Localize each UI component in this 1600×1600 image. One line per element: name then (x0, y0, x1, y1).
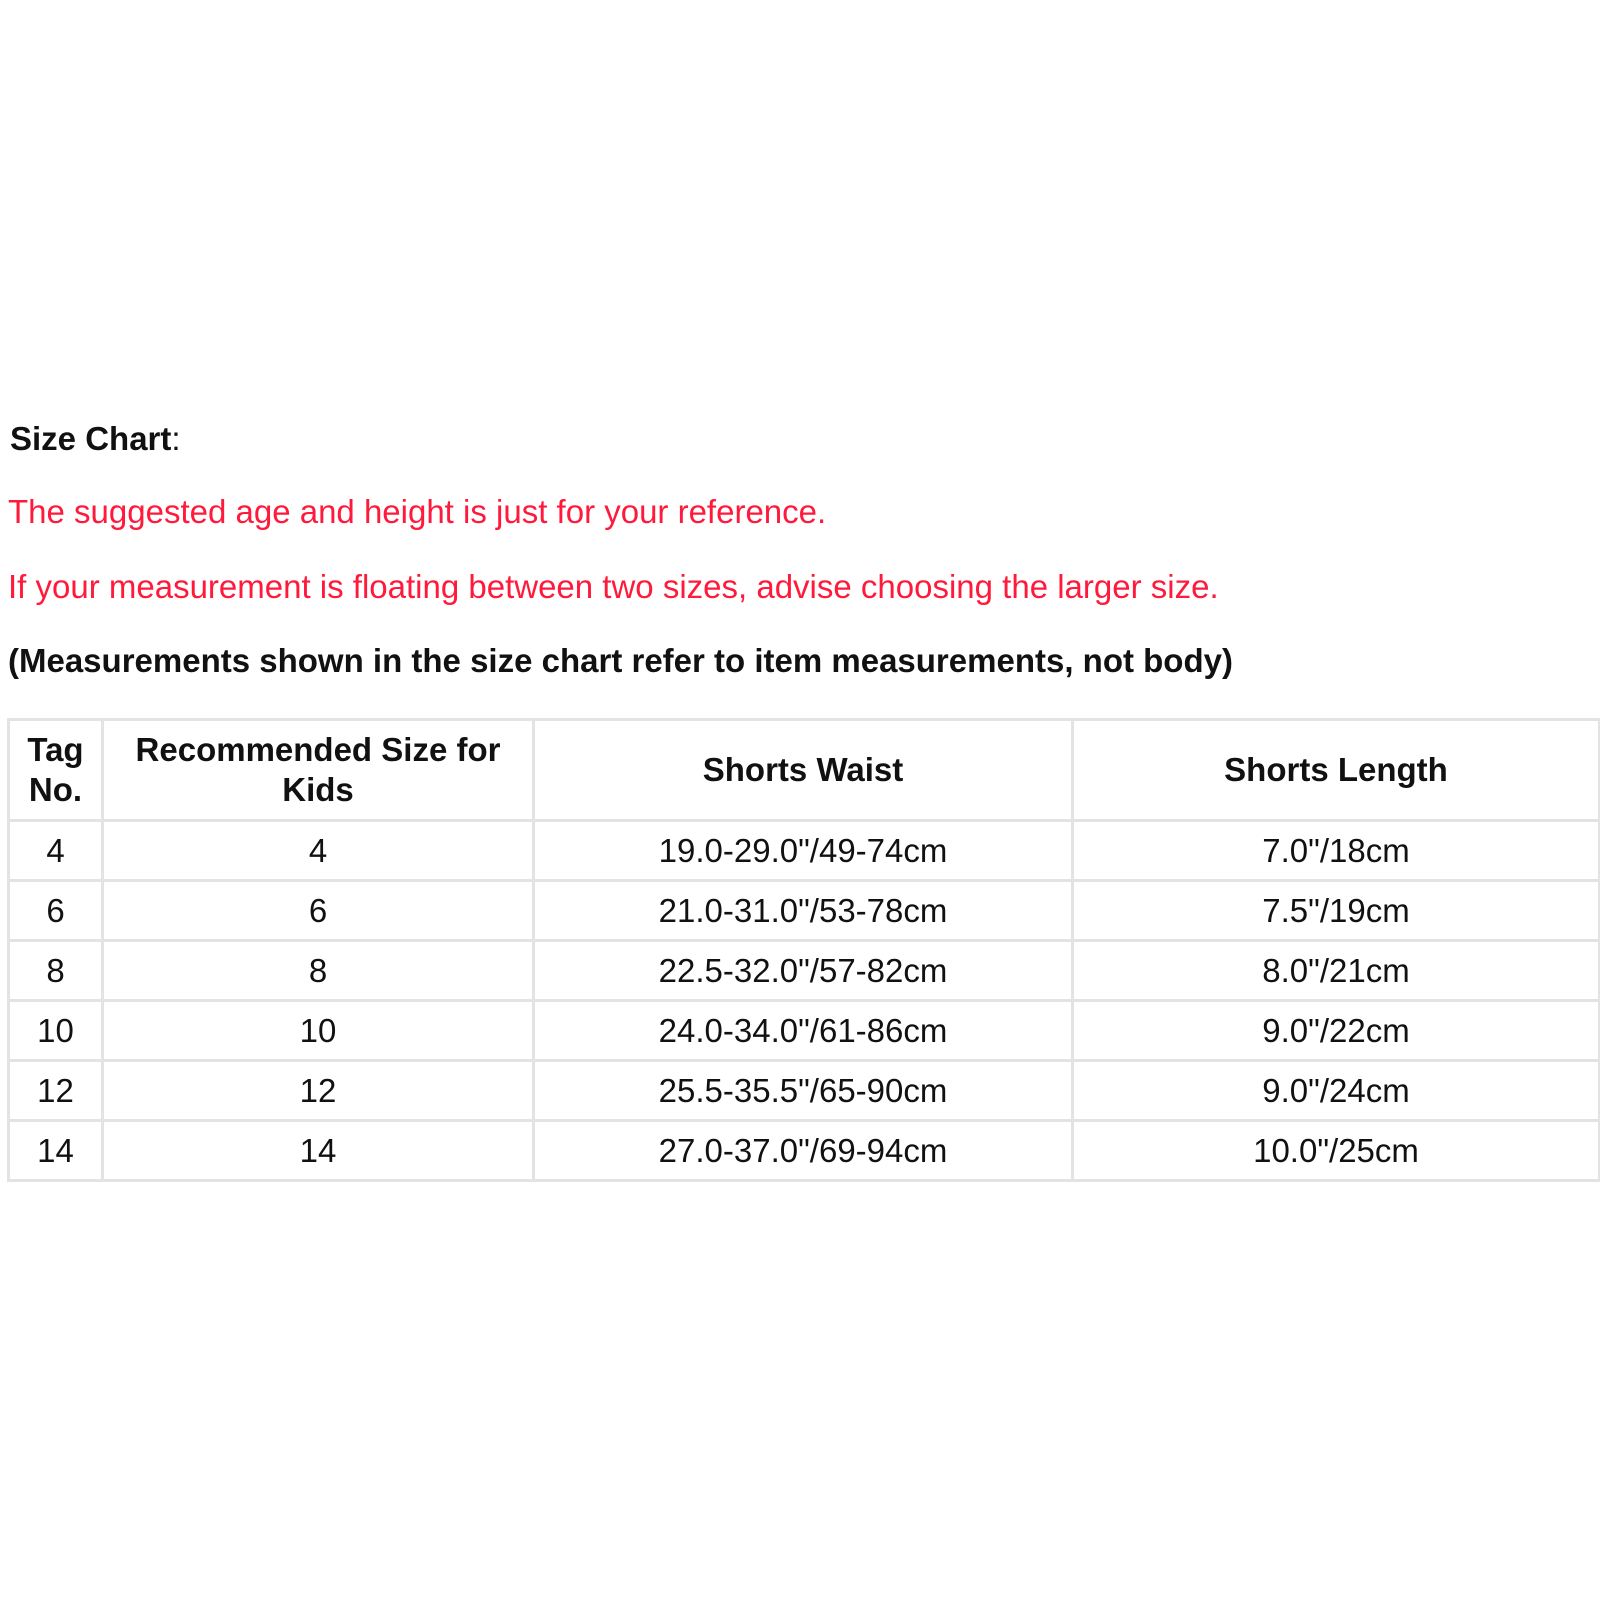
cell-recommended-size: 10 (103, 1001, 534, 1061)
header-shorts-length: Shorts Length (1073, 720, 1600, 821)
cell-tag-no: 12 (9, 1061, 103, 1121)
table-header-row (9, 720, 1600, 821)
size-chart-title-colon: : (171, 420, 181, 457)
cell-shorts-length: 9.0"/22cm (1073, 1001, 1600, 1061)
cell-recommended-size: 12 (103, 1061, 534, 1121)
note-age-height: The suggested age and height is just for your reference. (8, 493, 827, 530)
cell-shorts-length: 8.0"/21cm (1073, 941, 1600, 1001)
header-recommended-size: Recommended Size for Kids (103, 720, 534, 821)
cell-recommended-size: 4 (103, 821, 534, 881)
size-chart-title-text: Size Chart (10, 420, 172, 457)
cell-shorts-waist: 19.0-29.0"/49-74cm (534, 821, 1073, 881)
table-row (9, 941, 1600, 1001)
table-row (9, 1001, 1600, 1061)
table-row (9, 821, 1600, 881)
cell-shorts-length: 7.0"/18cm (1073, 821, 1600, 881)
cell-tag-no: 8 (9, 941, 103, 1001)
cell-tag-no: 10 (9, 1001, 103, 1061)
table-row (9, 1121, 1600, 1181)
header-shorts-waist: Shorts Waist (534, 720, 1073, 821)
cell-tag-no: 6 (9, 881, 103, 941)
size-table (7, 718, 1600, 1182)
note-item-measurements: (Measurements shown in the size chart refer to item measurements, not body) (8, 642, 1233, 679)
cell-tag-no: 4 (9, 821, 103, 881)
size-chart-title (10, 419, 181, 459)
cell-shorts-waist: 27.0-37.0"/69-94cm (534, 1121, 1073, 1181)
cell-shorts-length: 9.0"/24cm (1073, 1061, 1600, 1121)
cell-shorts-waist: 21.0-31.0"/53-78cm (534, 881, 1073, 941)
cell-shorts-waist: 25.5-35.5"/65-90cm (534, 1061, 1073, 1121)
cell-recommended-size: 14 (103, 1121, 534, 1181)
table-row (9, 1061, 1600, 1121)
table-row (9, 881, 1600, 941)
cell-recommended-size: 8 (103, 941, 534, 1001)
cell-recommended-size: 6 (103, 881, 534, 941)
header-tag-no: Tag No. (9, 720, 103, 821)
cell-tag-no: 14 (9, 1121, 103, 1181)
cell-shorts-waist: 22.5-32.0"/57-82cm (534, 941, 1073, 1001)
cell-shorts-waist: 24.0-34.0"/61-86cm (534, 1001, 1073, 1061)
cell-shorts-length: 7.5"/19cm (1073, 881, 1600, 941)
cell-shorts-length: 10.0"/25cm (1073, 1121, 1600, 1181)
note-between-sizes: If your measurement is floating between two sizes, advise choosing the larger size. (8, 568, 1219, 605)
